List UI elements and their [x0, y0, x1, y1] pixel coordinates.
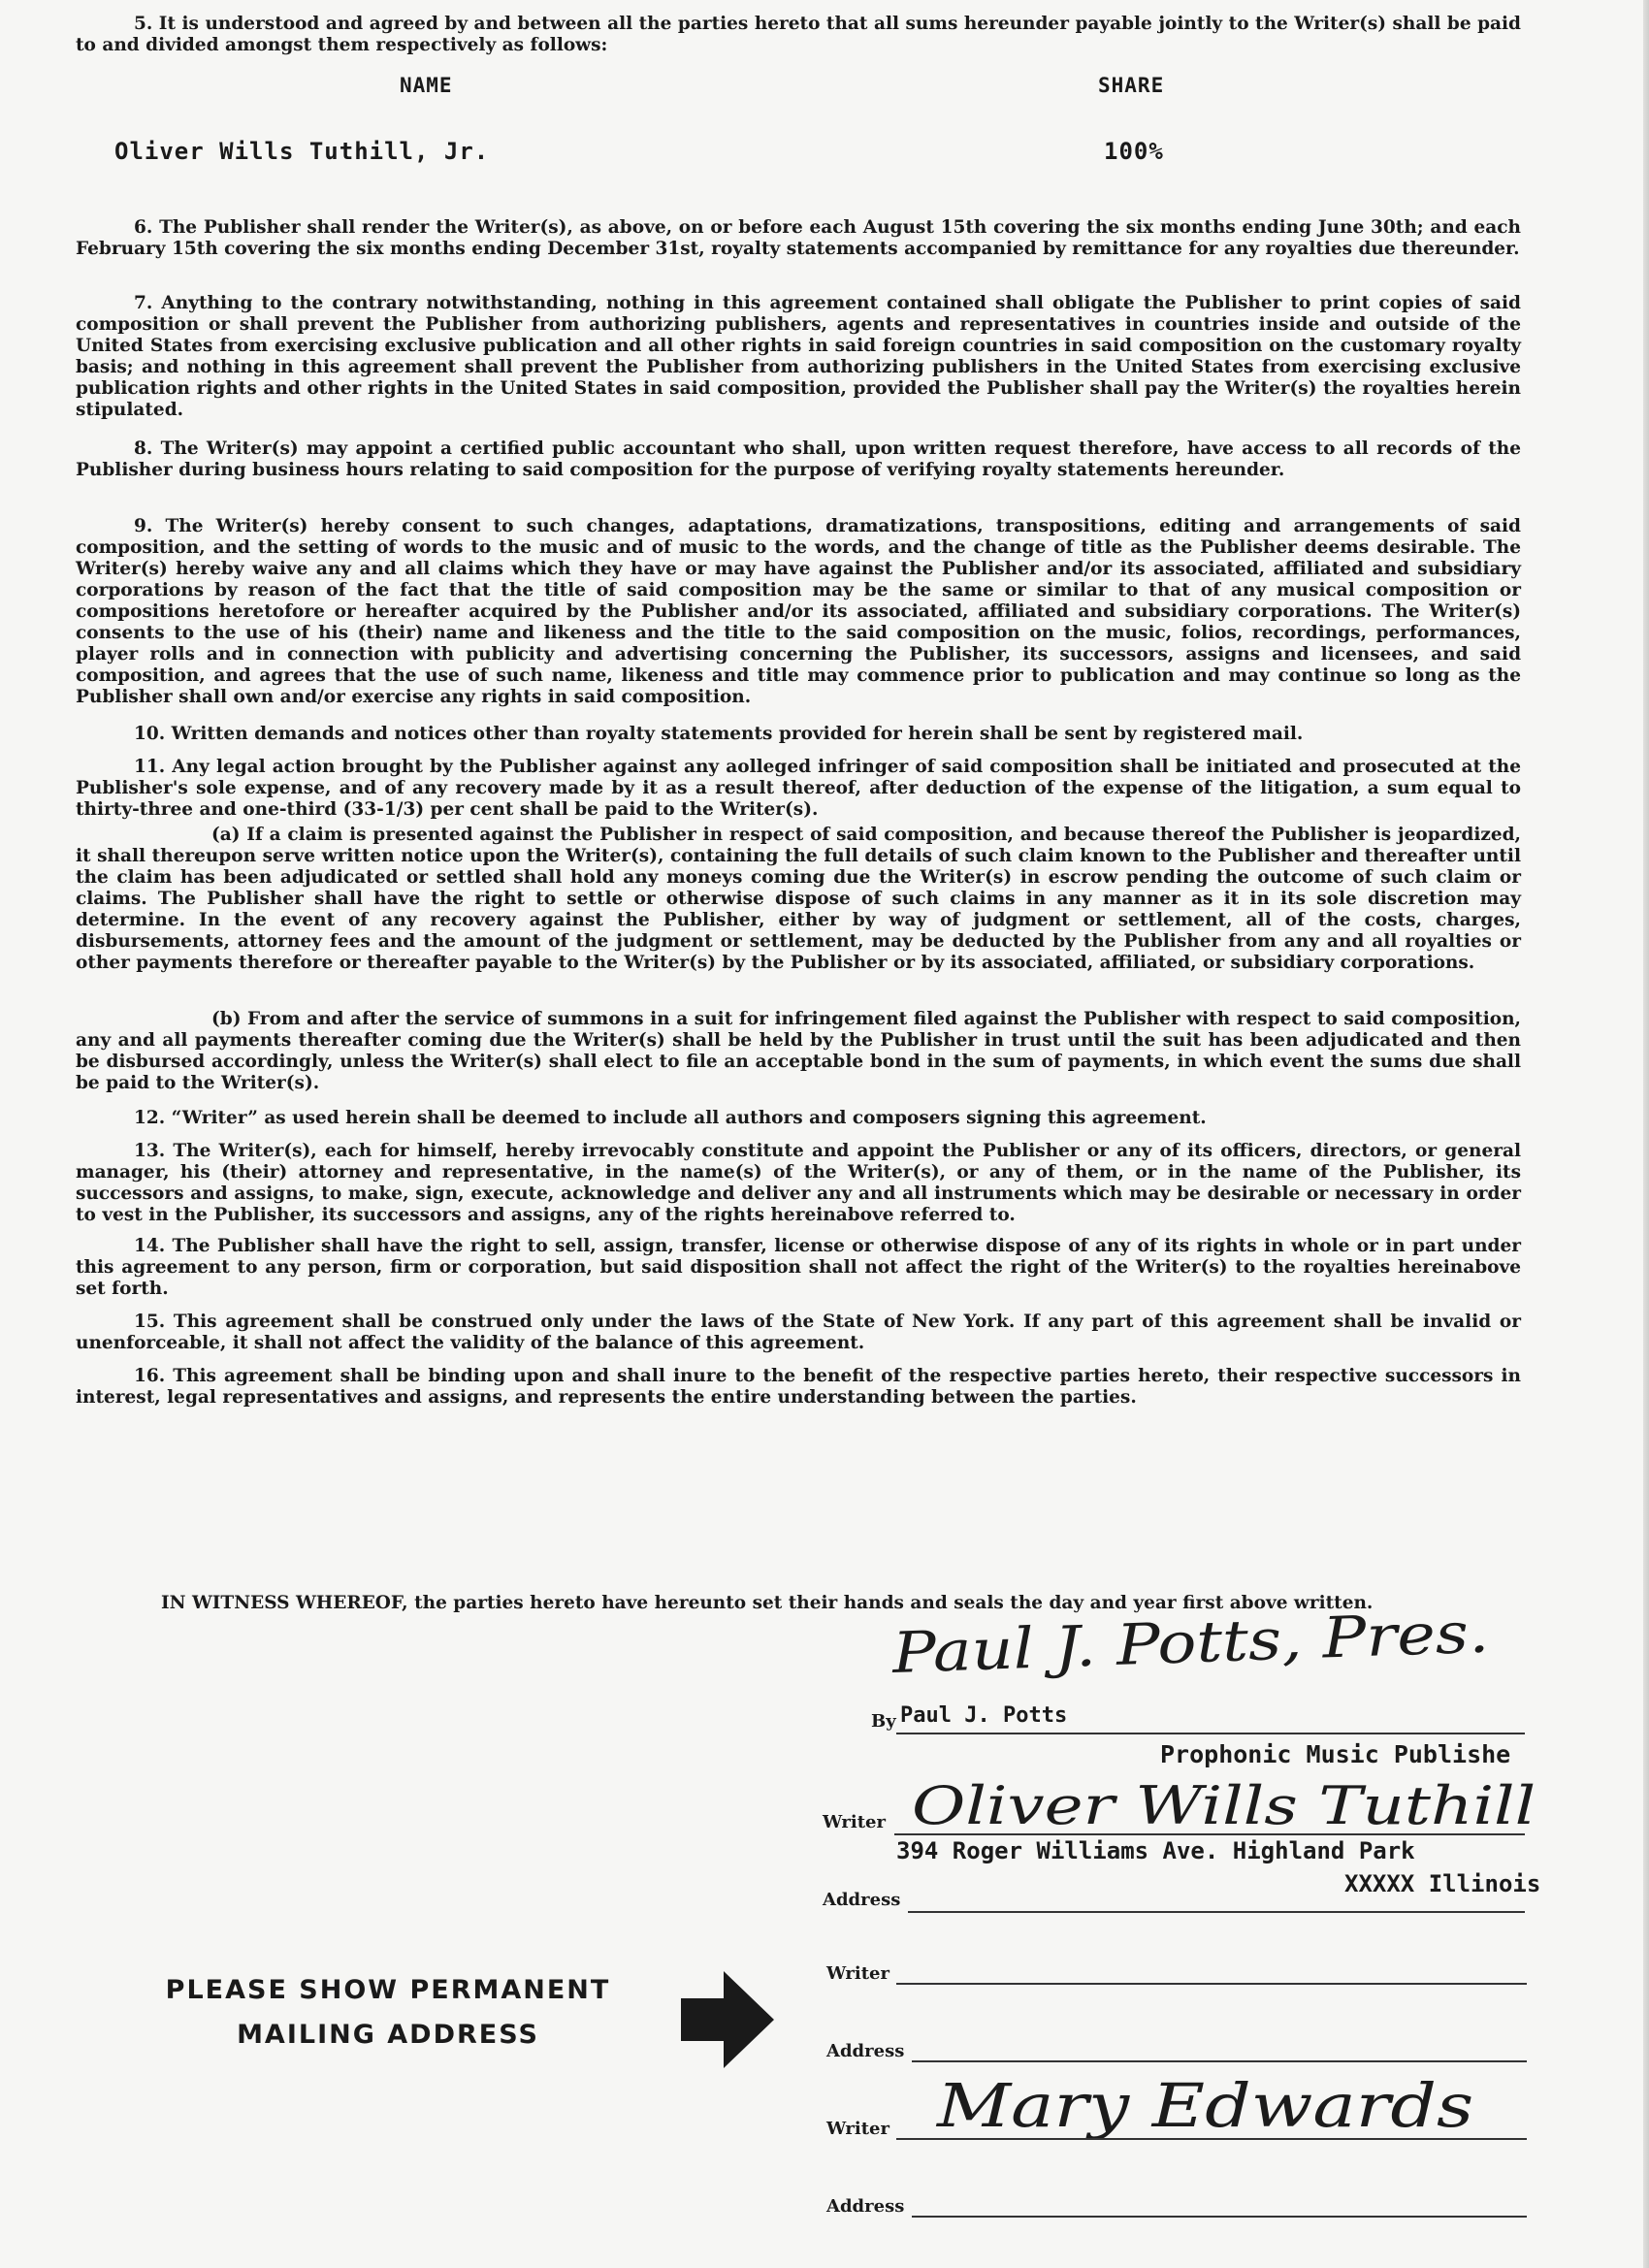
clause-9: 9. The Writer(s) hereby consent to such changes, adaptations, dramatizations, transpositions, editing and arrangements of said composition, and the setting of words to the music and of music to the words, and the change of title as the Publisher deems desirable. The Writer(s) hereby waive any and all claims which they have or may have against the Publisher and/or its associated, affiliated and subsidiary corporations by reason of the fact that the title of said composition may be the same or similar to that of any musical composition or compositions heretofore or hereafter acquired by the Publisher and/or its associated, affiliated and subsidiary corporations. The Writer(s) consents to the use of his (their) name and likeness and the title to the said composition on the music, folios, recordings, performances, player rolls and in connection with publicity and advertising concerning the Publisher, its successors, assigns and licensees, and said composition, and agrees that the use of such name, likeness and title may commence prior to publication and may continue so long as the Publisher shall own and/or exercise any rights in said composition.	[76, 516, 1521, 707]
clause-7: 7. Anything to the contrary notwithstanding, nothing in this agreement contained shall obligate the Publisher to print copies of said composition or shall prevent the Publisher from authorizing publishers, agents and representatives in countries inside and outside of the United States from exercising exclusive publication and all other rights in said foreign countries in said composition on the customary royalty basis; and nothing in this agreement shall prevent the Publisher from authorizing publishers in the United States from exercising exclusive publication rights and other rights in the United States in said composition, provided the Publisher shall pay the Writer(s) the royalties herein stipulated.	[76, 293, 1521, 420]
clause-14: 14. The Publisher shall have the right to sell, assign, transfer, license or otherwise dispose of any of its rights in whole or in part under this agreement to any person, firm or corporation, but said disposition shall not affect the right of the Writer(s) to the royalties hereinabove set forth.	[76, 1236, 1521, 1299]
by-label: By	[871, 1711, 896, 1732]
clause-5: 5. It is understood and agreed by and between all the parties hereto that all sums hereunder payable jointly to the Writer(s) shall be paid to and divided amongst them respectively as follows:	[76, 14, 1521, 55]
clause-11: 11. Any legal action brought by the Publisher against any aolleged infringer of said composition shall be initiated and prosecuted at the Publisher's sole expense, and of any recovery made by it as a result thereof, after deduction of the expense of the litigation, a sum equal to thirty-three and one-third (33-1/3) per cent shall be paid to the Writer(s).	[76, 757, 1521, 820]
clause-15: 15. This agreement shall be construed only under the laws of the State of New York. If any part of this agreement shall be invalid or unenforceable, it shall not affect the validity of the balance of this agreement.	[76, 1312, 1521, 1353]
writer3-address-line	[912, 2216, 1527, 2218]
clause-11a: (a) If a claim is presented against the Publisher in respect of said composition, and because thereof the Publisher is jeopardized, it shall thereupon serve written notice upon the Writer(s), containing the full details of such claim known to the Publisher and thereafter until the claim has been adjudicated or settled shall hold any moneys coming due the Writer(s) in escrow pending the outcome of such claim or claims. The Publisher shall have the right to settle or otherwise dispose of such claims in any manner as it in its sole discretion may determine. In the event of any recovery against the Publisher, either by way of judgment or settlement, all of the costs, charges, disbursements, attorney fees and the amount of the judgment or settlement, may be deducted by the Publisher from any and all royalties or other payments therefore or thereafter payable to the Writer(s) by the Publisher or by its associated, affiliated, or subsidiary corporations.	[76, 825, 1521, 973]
writer3-signature: Mary Edwards	[937, 2070, 1474, 2141]
writer1-address-line1: 394 Roger Williams Ave. Highland Park	[896, 1837, 1415, 1864]
writer1-label: Writer	[823, 1812, 886, 1832]
publisher-company: Prophonic Music Publishe	[1160, 1740, 1511, 1768]
writer3-label: Writer	[826, 2119, 889, 2139]
clause-11b: (b) From and after the service of summons in a suit for infringement filed against the Publisher with respect to said composition, any and all payments thereafter coming due the Writer(s) shall be held by the Publisher in trust until the suit has been adjudicated and then be disbursed accordingly, unless the Writer(s) shall elect to file an acceptable bond in the sum of payments, in which event the sums due shall be paid to the Writer(s).	[76, 1009, 1521, 1093]
publisher-signature-line	[896, 1733, 1525, 1734]
writer2-label: Writer	[826, 1963, 889, 1984]
writer3-address-label: Address	[826, 2196, 905, 2217]
share-table-share-header: SHARE	[1098, 74, 1165, 97]
clause-12: 12. “Writer” as used herein shall be deemed to include all authors and composers signing this agreement.	[134, 1108, 1207, 1128]
writer1-signature-line	[894, 1833, 1525, 1835]
writer1-address-label: Address	[823, 1890, 901, 1910]
notice-line2: MAILING ADDRESS	[237, 2020, 539, 2050]
writer1-address-line	[908, 1911, 1525, 1913]
writer2-signature-line	[896, 1983, 1527, 1985]
clause-10: 10. Written demands and notices other than royalty statements provided for herein shall be sent by registered mail.	[134, 724, 1304, 744]
clause-13: 13. The Writer(s), each for himself, hereby irrevocably constitute and appoint the Publisher or any of its officers, directors, or general manager, his (their) attorney and representative, in the name(s) of the Writer(s), or any of them, or in the name of the Publisher, its successors and assigns, to make, sign, execute, acknowledge and deliver any and all instruments which may be desirable or necessary in order to vest in the Publisher, its successors and assigns, any of the rights hereinabove referred to.	[76, 1141, 1521, 1225]
writer2-address-label: Address	[826, 2041, 905, 2061]
clause-6: 6. The Publisher shall render the Writer(s), as above, on or before each August 15th covering the six months ending June 30th; and each February 15th covering the six months ending December 31st, royalty statements accompanied by remittance for any royalties due thereunder.	[76, 217, 1521, 259]
share-table-writer-name: Oliver Wills Tuthill, Jr.	[114, 138, 490, 165]
arrow-right-icon	[679, 1969, 776, 2070]
writer1-signature: Oliver Wills Tuthill	[912, 1775, 1536, 1836]
witness-clause: IN WITNESS WHEREOF, the parties hereto have hereunto set their hands and seals the day and year first above written.	[161, 1593, 1374, 1613]
clause-8: 8. The Writer(s) may appoint a certified public accountant who shall, upon written request therefore, have access to all records of the Publisher during business hours relating to said composition for the purpose of verifying royalty statements hereunder.	[76, 438, 1521, 480]
share-table-name-header: NAME	[400, 74, 453, 97]
share-table-writer-share: 100%	[1104, 138, 1164, 165]
clause-16: 16. This agreement shall be binding upon and shall inure to the benefit of the respective parties hereto, their respective successors in interest, legal representatives and assigns, and represents the entire understanding between the parties.	[76, 1366, 1521, 1408]
page-edge	[1643, 0, 1649, 2268]
writer3-signature-line	[896, 2138, 1527, 2140]
publisher-signature: Paul J. Potts, Pres.	[890, 1599, 1491, 1686]
publisher-typed-name: Paul J. Potts	[900, 1703, 1068, 1728]
writer1-address-line2: XXXXX Illinois	[1344, 1870, 1541, 1897]
writer2-address-line	[912, 2060, 1527, 2062]
notice-line1: PLEASE SHOW PERMANENT	[165, 1975, 611, 2005]
